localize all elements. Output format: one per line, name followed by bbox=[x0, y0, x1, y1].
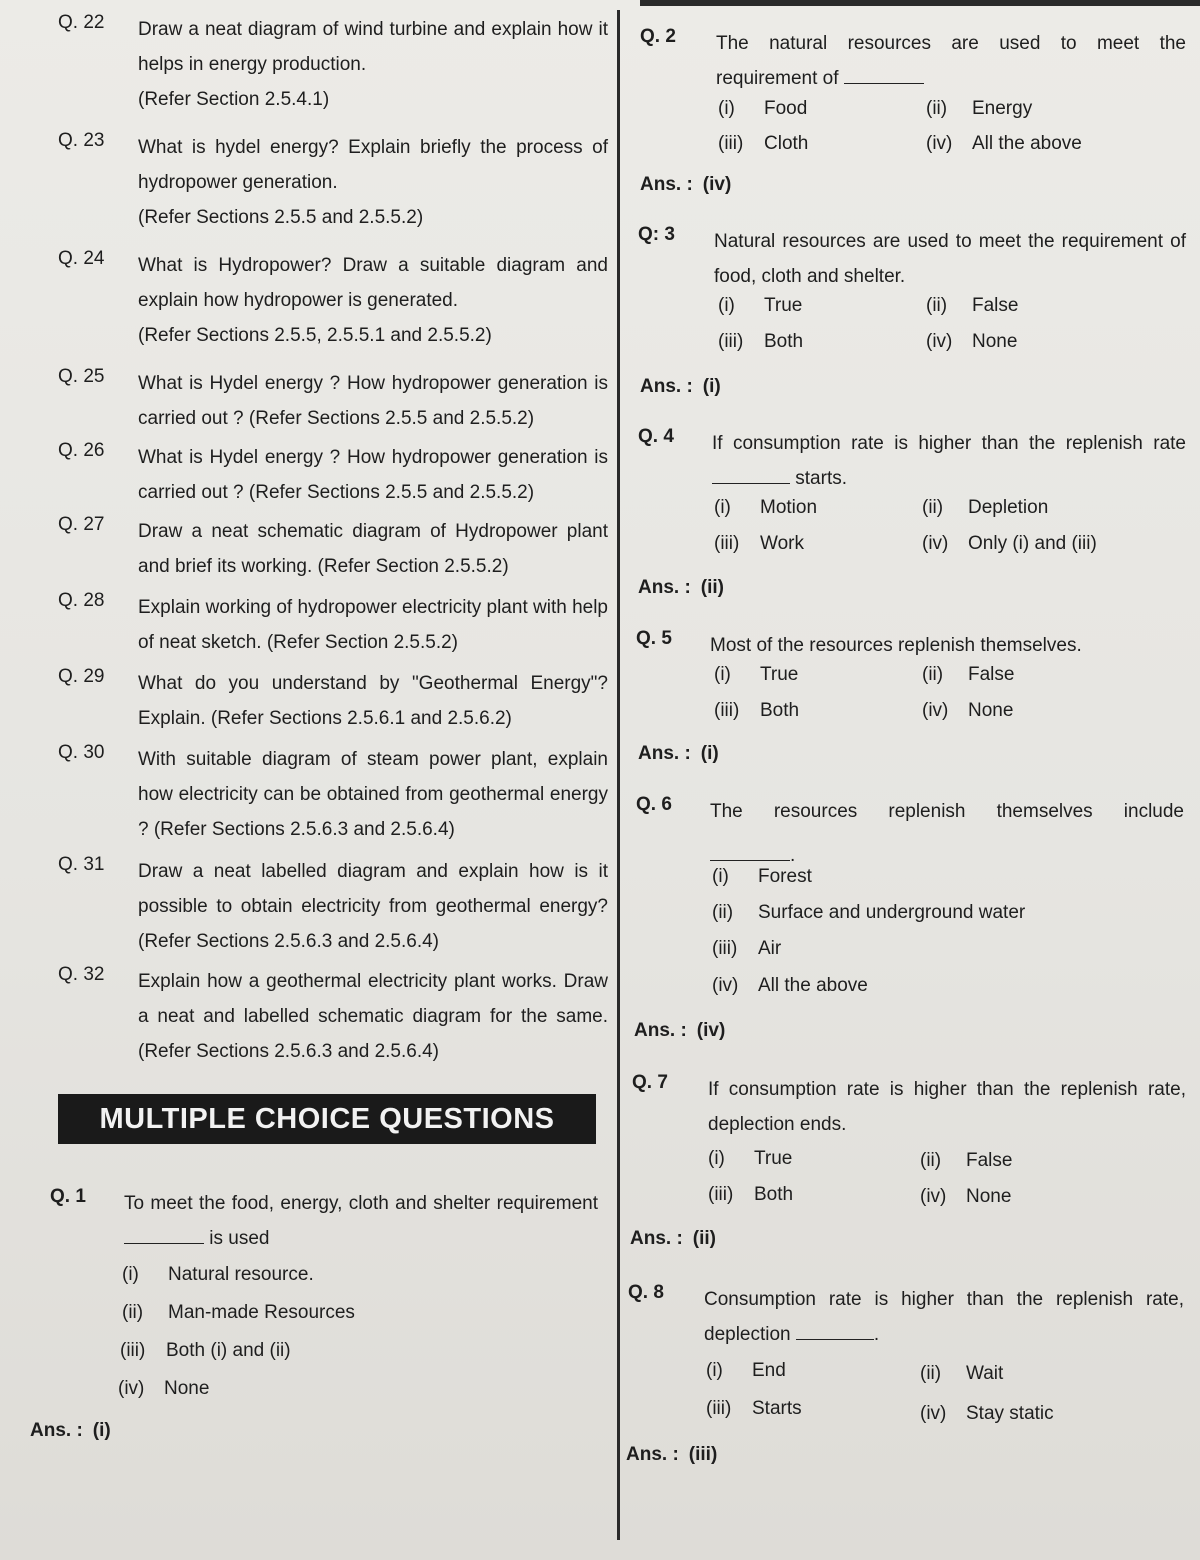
option-iv: (iv) None bbox=[926, 331, 1018, 352]
question-text: Explain how a geothermal electricity plant works. Draw a neat and labelled schematic diagram for the same. (Refer Sections 2.5.6.3 and 2.5.6.4) bbox=[138, 971, 608, 1062]
option-ii: (ii) False bbox=[922, 664, 1015, 685]
answer-6: Ans. : (iv) bbox=[634, 1020, 726, 1041]
section-reference: (Refer Sections 2.5.5, 2.5.5.1 and 2.5.5.2) bbox=[138, 325, 492, 346]
option-iv: (iv) Only (i) and (iii) bbox=[922, 533, 1097, 554]
question-number: Q. 24 bbox=[58, 248, 105, 269]
question-text: What is Hydel energy ? How hydropower generation is carried out ? (Refer Sections 2.5.5 and 2.5.5.2) bbox=[138, 447, 608, 503]
mcq-section-heading: MULTIPLE CHOICE QUESTIONS bbox=[58, 1094, 596, 1144]
question-text: If consumption rate is higher than the replenish rate, deplection ends. bbox=[708, 1079, 1186, 1135]
option-iv: (iv) Stay static bbox=[920, 1403, 1054, 1424]
answer-blank bbox=[844, 82, 924, 84]
question-text: Draw a neat schematic diagram of Hydropower plant and brief its working. (Refer Section 2.5.5.2) bbox=[138, 521, 608, 577]
option-ii: (ii) Energy bbox=[926, 98, 1033, 119]
question-number: Q. 6 bbox=[636, 794, 672, 815]
question-text: What is Hydel energy ? How hydropower generation is carried out ? (Refer Sections 2.5.5 and 2.5.5.2) bbox=[138, 373, 608, 429]
question-number: Q. 26 bbox=[58, 440, 105, 461]
question-text: If consumption rate is higher than the replenish rate starts. bbox=[712, 433, 1186, 489]
question-number: Q. 7 bbox=[632, 1072, 668, 1093]
question-text: What do you understand by "Geothermal Energy"? Explain. (Refer Sections 2.5.6.1 and 2.5.6.2) bbox=[138, 673, 608, 729]
option-iii: (iii) Starts bbox=[706, 1398, 802, 1419]
question-text: To meet the food, energy, cloth and shelter requirement is used bbox=[124, 1193, 598, 1249]
answer-7: Ans. : (ii) bbox=[630, 1228, 716, 1249]
question-number: Q. 4 bbox=[638, 426, 674, 447]
question-number: Q. 1 bbox=[50, 1186, 86, 1207]
option-ii: (ii) False bbox=[920, 1150, 1013, 1171]
question-text: Draw a neat diagram of wind turbine and explain how it helps in energy production. bbox=[138, 19, 608, 75]
option-iii: (iii) Both bbox=[718, 331, 804, 352]
option-i: (i) True bbox=[718, 295, 803, 316]
question-text: Most of the resources replenish themselves. bbox=[710, 635, 1082, 656]
answer-blank: . bbox=[710, 845, 795, 867]
question-text: The natural resources are used to meet the requirement of bbox=[716, 33, 1186, 89]
option-iii: (iii) Both bbox=[714, 700, 800, 721]
question-number: Q. 23 bbox=[58, 130, 105, 151]
question-text: Natural resources are used to meet the requirement of food, cloth and shelter. bbox=[714, 231, 1186, 287]
option-i: (i) True bbox=[708, 1148, 793, 1169]
question-text: Explain working of hydropower electricity plant with help of neat sketch. (Refer Section 2.5.5.2) bbox=[138, 597, 608, 653]
option-i: (i) Motion bbox=[714, 497, 818, 518]
option-iii: (iii) Work bbox=[714, 533, 804, 554]
question-number: Q. 31 bbox=[58, 854, 105, 875]
option-ii: (ii) False bbox=[926, 295, 1019, 316]
option-iv: (iv) None bbox=[118, 1378, 210, 1399]
question-text: The resources replenish themselves include bbox=[710, 801, 1184, 822]
question-number: Q. 28 bbox=[58, 590, 105, 611]
question-number: Q. 22 bbox=[58, 12, 105, 33]
option-ii: (ii) Depletion bbox=[922, 497, 1049, 518]
answer-1: Ans. : (i) bbox=[30, 1420, 111, 1441]
top-rule bbox=[640, 0, 1200, 6]
option-iii: (iii) Air bbox=[712, 938, 782, 959]
question-number: Q. 2 bbox=[640, 26, 676, 47]
section-reference: (Refer Section 2.5.4.1) bbox=[138, 89, 330, 110]
option-iv: (iv) All the above bbox=[712, 975, 868, 996]
option-ii: (ii) Man-made Resources bbox=[122, 1302, 355, 1323]
option-iv: (iv) All the above bbox=[926, 133, 1082, 154]
question-number: Q. 27 bbox=[58, 514, 105, 535]
option-i: (i) True bbox=[714, 664, 799, 685]
option-ii: (ii) Surface and underground water bbox=[712, 902, 1026, 923]
answer-8: Ans. : (iii) bbox=[626, 1444, 718, 1465]
question-text: Consumption rate is higher than the replenish rate, deplection . bbox=[704, 1289, 1184, 1345]
answer-blank bbox=[712, 482, 790, 484]
question-number: Q. 29 bbox=[58, 666, 105, 687]
option-i: (i) Food bbox=[718, 98, 808, 119]
question-number: Q. 25 bbox=[58, 366, 105, 387]
option-iii: (iii) Cloth bbox=[718, 133, 809, 154]
answer-2: Ans. : (iv) bbox=[640, 174, 732, 195]
answer-5: Ans. : (i) bbox=[638, 743, 719, 764]
option-i: (i) End bbox=[706, 1360, 786, 1381]
question-number: Q. 8 bbox=[628, 1282, 664, 1303]
question-number: Q. 5 bbox=[636, 628, 672, 649]
question-number: Q. 32 bbox=[58, 964, 105, 985]
answer-4: Ans. : (ii) bbox=[638, 577, 724, 598]
option-i: (i) Natural resource. bbox=[122, 1264, 314, 1285]
option-iv: (iv) None bbox=[920, 1186, 1012, 1207]
answer-blank bbox=[124, 1242, 204, 1244]
option-ii: (ii) Wait bbox=[920, 1363, 1004, 1384]
answer-blank bbox=[796, 1338, 874, 1340]
option-iii: (iii) Both (i) and (ii) bbox=[120, 1340, 291, 1361]
section-reference: (Refer Sections 2.5.5 and 2.5.5.2) bbox=[138, 207, 424, 228]
question-text: Draw a neat labelled diagram and explain how is it possible to obtain electricity from geothermal energy? (Refer Sections 2.5.6.3 and 2.5.6.4) bbox=[138, 861, 608, 952]
question-text: What is hydel energy? Explain briefly the process of hydropower generation. bbox=[138, 137, 608, 193]
answer-3: Ans. : (i) bbox=[640, 376, 721, 397]
question-text: With suitable diagram of steam power plant, explain how electricity can be obtained from geothermal energy ? (Refer Sections 2.5.6.3 and 2.5.6.4) bbox=[138, 749, 608, 840]
question-number: Q. 30 bbox=[58, 742, 105, 763]
option-i: (i) Forest bbox=[712, 866, 812, 887]
option-iv: (iv) None bbox=[922, 700, 1014, 721]
question-number: Q: 3 bbox=[638, 224, 675, 245]
column-divider bbox=[617, 10, 620, 1540]
option-iii: (iii) Both bbox=[708, 1184, 794, 1205]
question-text: What is Hydropower? Draw a suitable diagram and explain how hydropower is generated. bbox=[138, 255, 608, 311]
